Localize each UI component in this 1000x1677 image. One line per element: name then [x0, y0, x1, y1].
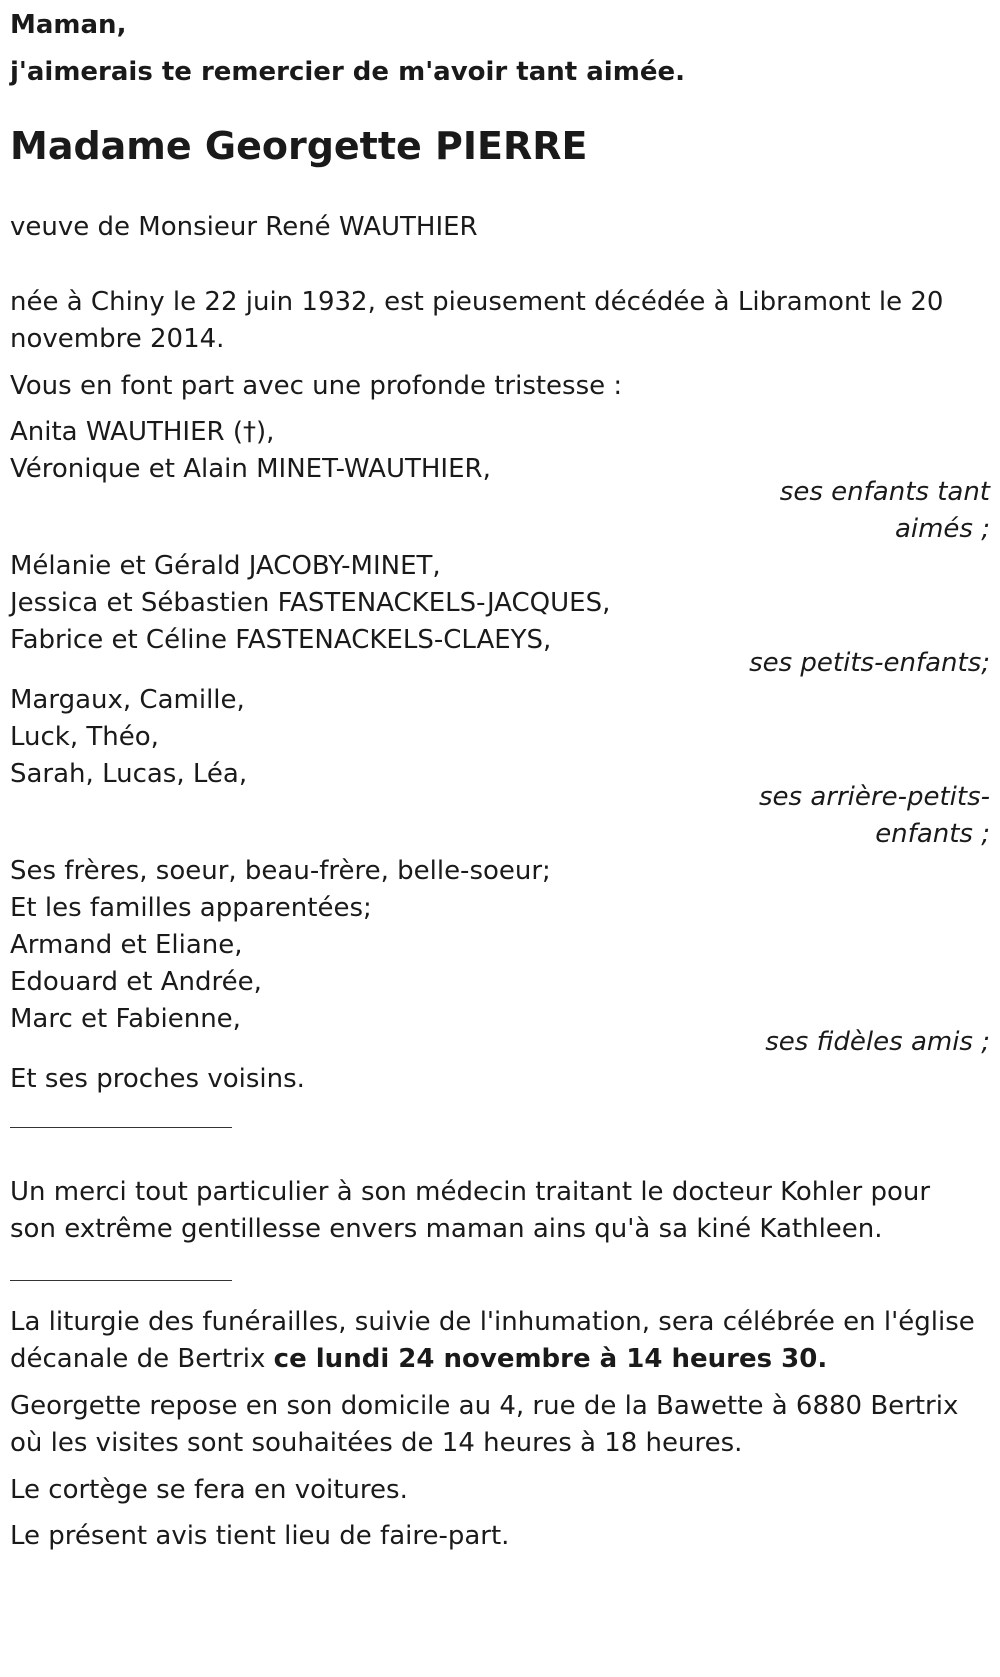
separator-rule — [10, 1280, 232, 1281]
great-grandchild-name: Sarah, Lucas, Léa, — [10, 759, 248, 789]
rest-line-1: Georgette repose en son domicile au 4, rue de la Bawette à 6880 Bertrix — [10, 1391, 959, 1421]
header-line-1: Maman, — [10, 10, 127, 40]
deceased-name: Madame Georgette PIERRE — [10, 124, 588, 168]
great-grandchild-name: Luck, Théo, — [10, 722, 159, 752]
great-grandchildren-role-line-2: enfants ; — [875, 819, 990, 849]
liturgy-date-time: ce lundi 24 novembre à 14 heures 30. — [273, 1344, 828, 1374]
header-line-2: j'aimerais te remercier de m'avoir tant aimée. — [10, 57, 685, 87]
birth-death-line-2: novembre 2014. — [10, 324, 225, 354]
great-grandchild-name: Margaux, Camille, — [10, 685, 245, 715]
friends-role: ses fidèles amis ; — [765, 1027, 990, 1057]
rest-line-2: où les visites sont souhaitées de 14 heures à 18 heures. — [10, 1428, 743, 1458]
friend-line: Ses frères, soeur, beau-frère, belle-soeur; — [10, 856, 551, 886]
liturgy-line-1: La liturgie des funérailles, suivie de l'inhumation, sera célébrée en l'église — [10, 1307, 975, 1337]
friend-line: Edouard et Andrée, — [10, 967, 262, 997]
grandchild-name: Fabrice et Céline FASTENACKELS-CLAEYS, — [10, 625, 552, 655]
friend-line: Armand et Eliane, — [10, 930, 243, 960]
friend-line: Et les familles apparentées; — [10, 893, 372, 923]
procession-line: Le cortège se fera en voitures. — [10, 1475, 408, 1505]
separator-rule — [10, 1127, 232, 1128]
liturgy-location: décanale de Bertrix — [10, 1344, 274, 1374]
great-grandchildren-role-line-1: ses arrière-petits- — [759, 782, 990, 812]
announcement: Vous en font part avec une profonde tristesse : — [10, 371, 623, 401]
notice-line: Le présent avis tient lieu de faire-part. — [10, 1521, 510, 1551]
children-role-line-1: ses enfants tant — [779, 477, 990, 507]
child-name: Véronique et Alain MINET-WAUTHIER, — [10, 454, 491, 484]
grandchild-name: Mélanie et Gérald JACOBY-MINET, — [10, 551, 441, 581]
birth-death-line-1: née à Chiny le 22 juin 1932, est pieusement décédée à Libramont le 20 — [10, 287, 944, 317]
child-name: Anita WAUTHIER (†), — [10, 417, 275, 447]
thanks-line-1: Un merci tout particulier à son médecin traitant le docteur Kohler pour — [10, 1177, 931, 1207]
children-role-line-2: aimés ; — [894, 514, 990, 544]
neighbors-line: Et ses proches voisins. — [10, 1064, 305, 1094]
friend-line: Marc et Fabienne, — [10, 1004, 241, 1034]
liturgy-line-2 — [10, 1339, 827, 1379]
widow-of: veuve de Monsieur René WAUTHIER — [10, 212, 478, 242]
grandchildren-role: ses petits-enfants; — [749, 648, 990, 678]
grandchild-name: Jessica et Sébastien FASTENACKELS-JACQUES, — [10, 588, 611, 618]
thanks-line-2: son extrême gentillesse envers maman ains qu'à sa kiné Kathleen. — [10, 1214, 883, 1244]
